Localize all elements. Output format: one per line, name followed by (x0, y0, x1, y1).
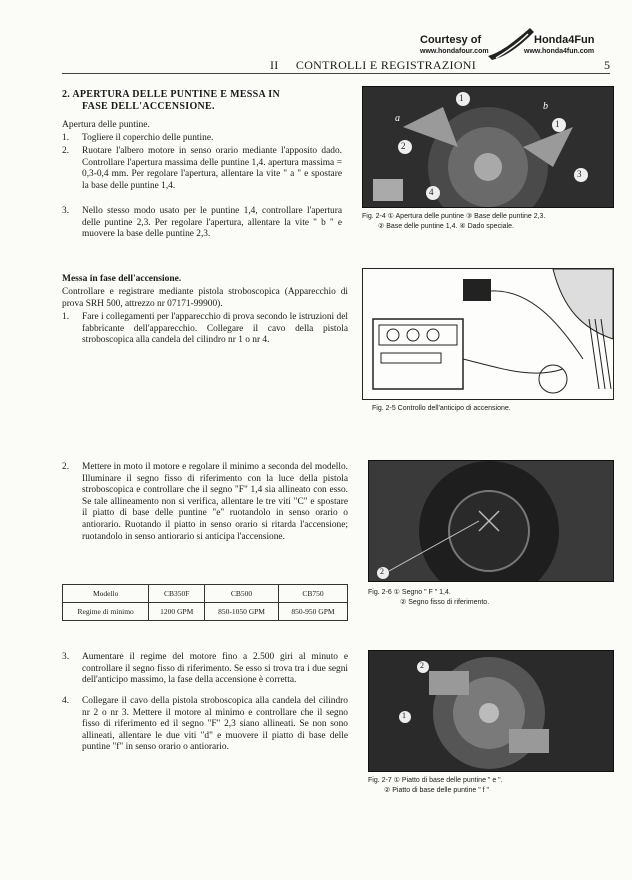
fig24-label-4: 4 (429, 187, 434, 197)
table-cell: 850-1050 GPM (205, 603, 279, 621)
fig24-label-1: 1 (459, 93, 464, 103)
header-rule (62, 73, 610, 74)
timing-step-4: 4. Collegare il cavo della pistola stroboscopica alla candela del cilindro nr 2 o nr 3. Mettere il motore al minimo e controllare che il segno fisso di riferimento ed il segno "F" 2,3 siano allineati. Se non sono allineati, allentare le due viti "d" e muovere il piatto di base delle puntine "f" in senso orario o antiorario. (62, 696, 348, 753)
figure-2-5-caption: Fig. 2-5 Controllo dell'anticipo di accensione. (372, 405, 511, 412)
fig24-label-3: 3 (577, 169, 582, 179)
brand-label: Honda4Fun (534, 34, 595, 46)
fig26-label-2: 2 (380, 567, 384, 576)
fig24-label-1b: 1 (555, 119, 560, 129)
section-heading-line1: 2. APERTURA DELLE PUNTINE E MESSA IN (62, 89, 280, 100)
timing-intro: Controllare e registrare mediante pistola stroboscopica (Apparecchio di prova SRH 500, attrezzo nr 07171-99900). (62, 287, 348, 309)
step-3: 3. Nello stesso modo usato per le puntine 1,4, controllare l'apertura delle puntine 2,3. Per regolare l'apertura, allentare la vite " b " e muovere la base delle puntine 2,3. (62, 206, 342, 240)
table-cell: 850-950 GPM (279, 603, 348, 621)
wing-logo-icon (486, 22, 536, 62)
table-header: CB350F (149, 585, 205, 603)
timing-step-3: 3. Aumentare il regime del motore fino a 2.500 giri al minuto e controllare il segno fisso di riferimento. Se esso si trova tra i due segni dell'anticipo massimo, la fase della accensione è corretta. (62, 652, 348, 686)
section-heading-line2: FASE DELL'ACCENSIONE. (82, 101, 215, 112)
figure-2-7-caption: Fig. 2-7 ① Piatto di base delle puntine " e ". ② Piatto di base delle puntine " f " (368, 777, 503, 794)
figure-2-6-photo (368, 460, 614, 582)
figure-2-7-photo (368, 650, 614, 772)
timing-step-2: 2. Mettere in moto il motore e regolare il minimo a seconda del modello. Illuminare il segno fisso di riferimento con la luce della pistola stroboscopica e controllare che il segno "F" 1,4 sia allineato con esso. Se tale allineamento non si verifica, allentare le tre viti "C" e spostare il piatto di base delle puntine "e" ruotandolo in senso orario o antiorario. Ruotando il piatto in senso orario si ritarda l'accensione; ruotandolo in senso antiorario si anticipa l'accensione. (62, 462, 348, 542)
table-cell: 1200 GPM (149, 603, 205, 621)
table-cell: Regime di minimo (63, 603, 149, 621)
chapter-title: CONTROLLI E REGISTRAZIONI (295, 58, 477, 72)
subheading-messa-in-fase: Messa in fase dell'accensione. (62, 274, 182, 284)
figure-2-4-caption: Fig. 2-4 ① Apertura delle puntine ③ Base delle puntine 2,3. ② Base delle puntine 1,4. ④ Dado speciale. (362, 213, 546, 230)
step-1: 1. Togliere il coperchio delle puntine. (62, 133, 214, 143)
figure-2-4-photo (362, 86, 614, 208)
fig27-label-1: 1 (402, 711, 406, 720)
figure-2-6-caption: Fig. 2-6 ① Segno " F " 1,4. ② Segno fisso di riferimento. (368, 589, 490, 606)
table-row (63, 603, 348, 621)
idle-speed-table (62, 584, 348, 621)
courtesy-label: Courtesy of (420, 34, 482, 46)
chapter-number: II (270, 58, 279, 72)
fig24-label-2: 2 (401, 141, 406, 151)
page-number: 5 (604, 58, 610, 72)
table-header: CB750 (279, 585, 348, 603)
table-header: CB500 (205, 585, 279, 603)
fig24-label-b: b (543, 101, 548, 112)
url-right: www.honda4fun.com (524, 48, 595, 55)
table-header: Modello (63, 585, 149, 603)
subheading-apertura: Apertura delle puntine. (62, 120, 150, 130)
figure-2-5-drawing (362, 268, 614, 400)
timing-step-1: 1. Fare i collegamenti per l'apparecchio di prova secondo le istruzioni del fabbricante dell'apparecchio. Collegare il cavo della pistola stroboscopica alla candela del cilindro nr 1 o nr 4. (62, 312, 348, 346)
table-header-row (63, 585, 348, 603)
fig24-label-a: a (395, 113, 400, 124)
url-left: www.hondafour.com (420, 48, 489, 55)
chapter-header (270, 58, 476, 73)
step-2: 2. Ruotare l'albero motore in senso orario mediante l'apposito dado. Controllare l'apertura massima delle puntine 1,4. apertura massima = 0,3-0,4 mm. Per regolare l'apertura, allentare la vite " a " e spostare la base delle puntine 1,4. (62, 146, 342, 191)
fig27-label-2: 2 (420, 661, 424, 670)
